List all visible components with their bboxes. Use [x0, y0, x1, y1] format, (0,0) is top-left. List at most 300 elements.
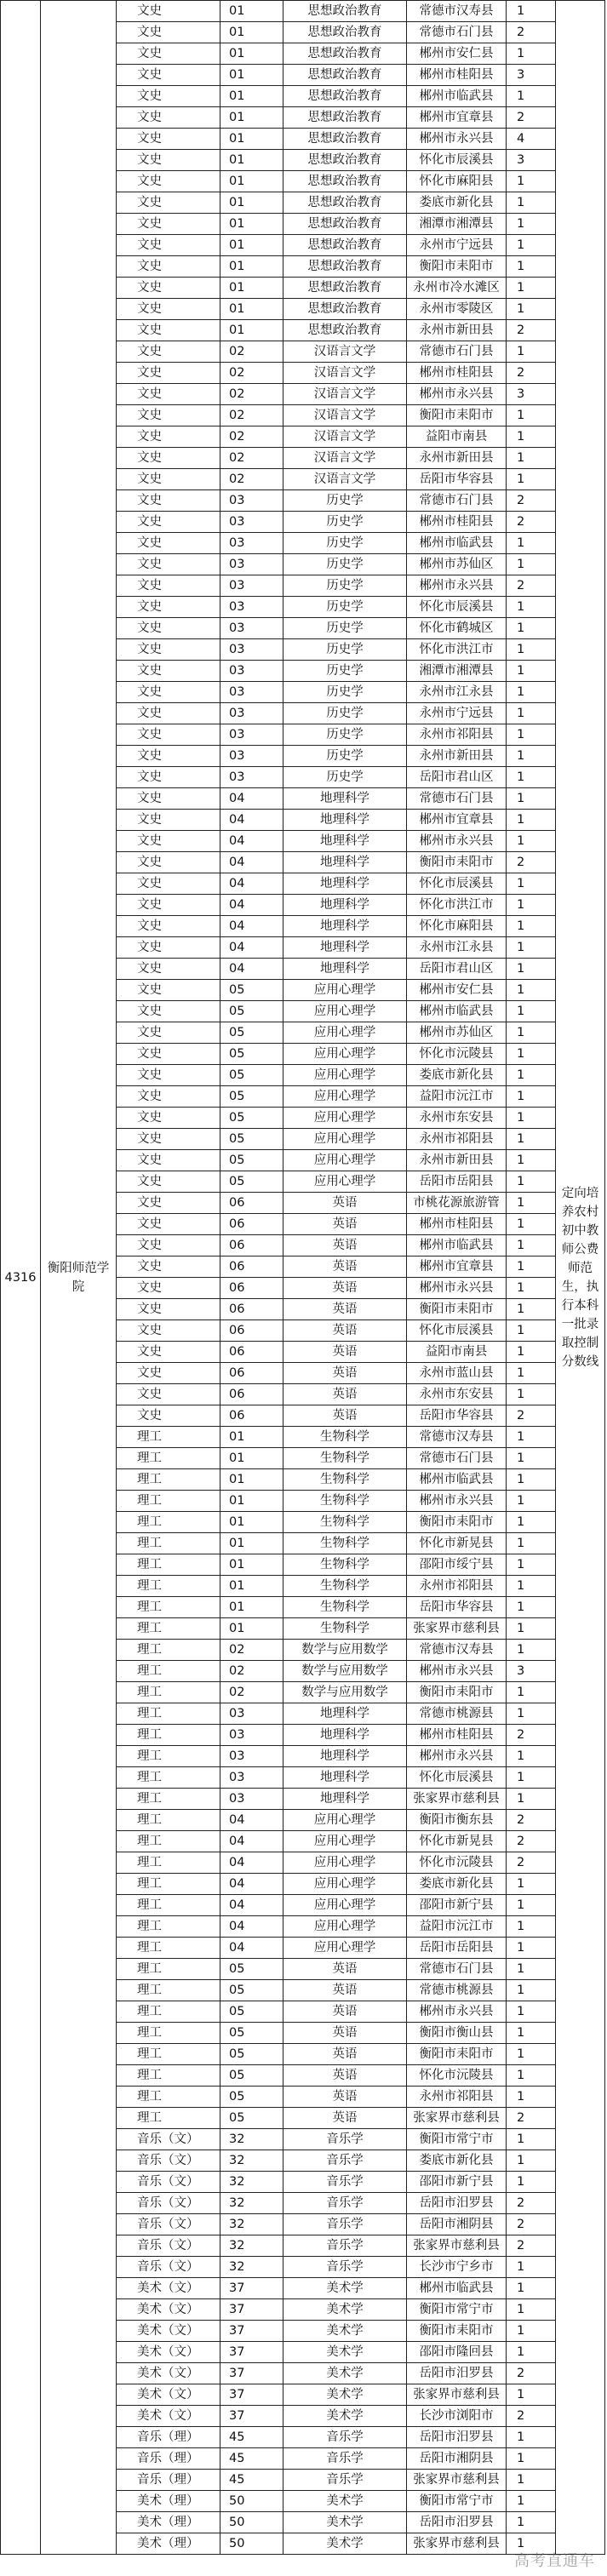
group-code-cell: 02: [220, 384, 283, 405]
group-code-cell: 45: [220, 2470, 283, 2491]
region-cell: 衡阳市耒阳市: [407, 2321, 507, 2342]
major-cell: 思想政治教育: [283, 43, 407, 65]
major-cell: 英语: [283, 1278, 407, 1299]
region-cell: 郴州市宜章县: [407, 1257, 507, 1278]
major-cell: 历史学: [283, 767, 407, 788]
quota-cell: 1: [507, 1022, 556, 1044]
group-code-cell: 06: [220, 1278, 283, 1299]
major-cell: 英语: [283, 2023, 407, 2044]
group-code-cell: 02: [220, 1682, 283, 1703]
region-cell: 常德市石门县: [407, 1448, 507, 1469]
quota-cell: 1: [507, 597, 556, 618]
major-cell: 美术学: [283, 2342, 407, 2363]
group-code-cell: 37: [220, 2406, 283, 2427]
major-cell: 汉语言文学: [283, 469, 407, 490]
category-cell: 文史: [117, 22, 220, 43]
category-cell: 理工: [117, 1746, 220, 1767]
group-code-cell: 02: [220, 1661, 283, 1682]
quota-cell: 2: [507, 575, 556, 597]
group-code-cell: 01: [220, 214, 283, 235]
group-code-cell: 01: [220, 1, 283, 22]
category-cell: 文史: [117, 1129, 220, 1150]
category-cell: 文史: [117, 1342, 220, 1363]
region-cell: 益阳市沅江市: [407, 1916, 507, 1938]
quota-cell: 1: [507, 2384, 556, 2406]
category-cell: 文史: [117, 980, 220, 1001]
group-code-cell: 01: [220, 86, 283, 107]
major-cell: 英语: [283, 1405, 407, 1427]
group-code-cell: 04: [220, 959, 283, 980]
table-row: [1, 1, 605, 22]
major-cell: 生物科学: [283, 1576, 407, 1597]
category-cell: 音乐（理）: [117, 2470, 220, 2491]
region-cell: 怀化市洪江市: [407, 639, 507, 661]
group-code-cell: 04: [220, 810, 283, 831]
category-cell: 文史: [117, 661, 220, 682]
quota-cell: 1: [507, 661, 556, 682]
quota-cell: 1: [507, 1171, 556, 1193]
region-cell: 岳阳市湘阴县: [407, 2448, 507, 2470]
category-cell: 美术（文）: [117, 2278, 220, 2299]
quota-cell: 1: [507, 1299, 556, 1320]
group-code-cell: 37: [220, 2342, 283, 2363]
major-cell: 英语: [283, 2065, 407, 2087]
group-code-cell: 02: [220, 448, 283, 469]
category-cell: 理工: [117, 1810, 220, 1831]
major-cell: 美术学: [283, 2491, 407, 2512]
region-cell: 市桃花源旅游管: [407, 1193, 507, 1214]
group-code-cell: 03: [220, 661, 283, 682]
category-cell: 美术（文）: [117, 2342, 220, 2363]
category-cell: 理工: [117, 1789, 220, 1810]
group-code-cell: 02: [220, 1640, 283, 1661]
category-cell: 文史: [117, 639, 220, 661]
quota-cell: 1: [507, 916, 556, 937]
major-cell: 应用心理学: [283, 1895, 407, 1916]
group-code-cell: 06: [220, 1320, 283, 1342]
group-code-cell: 04: [220, 937, 283, 959]
major-cell: 美术学: [283, 2321, 407, 2342]
major-cell: 历史学: [283, 575, 407, 597]
watermark: 高考直通车: [514, 2552, 595, 2570]
quota-cell: 1: [507, 214, 556, 235]
region-cell: 永州市祁阳县: [407, 2087, 507, 2108]
major-cell: 生物科学: [283, 1448, 407, 1469]
group-code-cell: 01: [220, 171, 283, 192]
category-cell: 理工: [117, 1703, 220, 1725]
group-code-cell: 01: [220, 1597, 283, 1618]
major-cell: 英语: [283, 2108, 407, 2129]
group-code-cell: 04: [220, 1938, 283, 1959]
region-cell: 娄底市新化县: [407, 192, 507, 214]
region-cell: 郴州市安仁县: [407, 43, 507, 65]
quota-cell: 1: [507, 426, 556, 448]
major-cell: 地理科学: [283, 1725, 407, 1746]
major-cell: 思想政治教育: [283, 299, 407, 320]
category-cell: 文史: [117, 426, 220, 448]
group-code-cell: 05: [220, 2023, 283, 2044]
quota-cell: 1: [507, 2299, 556, 2321]
group-code-cell: 04: [220, 831, 283, 852]
region-cell: 永州市新田县: [407, 746, 507, 767]
quota-cell: 2: [507, 22, 556, 43]
region-cell: 邵阳市隆回县: [407, 2342, 507, 2363]
category-cell: 音乐（理）: [117, 2448, 220, 2470]
quota-cell: 1: [507, 1363, 556, 1384]
group-code-cell: 03: [220, 618, 283, 639]
major-cell: 思想政治教育: [283, 150, 407, 171]
group-code-cell: 03: [220, 1767, 283, 1789]
category-cell: 文史: [117, 107, 220, 129]
region-cell: 常德市石门县: [407, 1959, 507, 1980]
major-cell: 应用心理学: [283, 1001, 407, 1022]
region-cell: 邵阳市新宁县: [407, 2172, 507, 2193]
quota-cell: 1: [507, 959, 556, 980]
region-cell: 永州市新田县: [407, 320, 507, 341]
quota-cell: 2: [507, 2214, 556, 2235]
region-cell: 郴州市桂阳县: [407, 363, 507, 384]
major-cell: 应用心理学: [283, 1916, 407, 1938]
region-cell: 张家界市慈利县: [407, 2235, 507, 2257]
group-code-cell: 03: [220, 1703, 283, 1725]
category-cell: 美术（文）: [117, 2299, 220, 2321]
major-cell: 音乐学: [283, 2193, 407, 2214]
category-cell: 文史: [117, 150, 220, 171]
major-cell: 音乐学: [283, 2172, 407, 2193]
category-cell: 理工: [117, 1512, 220, 1533]
region-cell: 永州市东安县: [407, 1108, 507, 1129]
category-cell: 文史: [117, 895, 220, 916]
category-cell: 理工: [117, 1661, 220, 1682]
quota-cell: 1: [507, 1640, 556, 1661]
category-cell: 文史: [117, 1278, 220, 1299]
major-cell: 应用心理学: [283, 1874, 407, 1895]
region-cell: 岳阳市岳阳县: [407, 1938, 507, 1959]
major-cell: 生物科学: [283, 1491, 407, 1512]
region-cell: 常德市桃源县: [407, 1980, 507, 2001]
group-code-cell: 37: [220, 2384, 283, 2406]
major-cell: 英语: [283, 1980, 407, 2001]
region-cell: 岳阳市岳阳县: [407, 1171, 507, 1193]
category-cell: 文史: [117, 1108, 220, 1129]
region-cell: 衡阳市耒阳市: [407, 1682, 507, 1703]
region-cell: 永州市宁远县: [407, 703, 507, 724]
region-cell: 郴州市临武县: [407, 86, 507, 107]
group-code-cell: 04: [220, 1895, 283, 1916]
group-code-cell: 01: [220, 256, 283, 278]
category-cell: 理工: [117, 1640, 220, 1661]
category-cell: 文史: [117, 1405, 220, 1427]
category-cell: 理工: [117, 1725, 220, 1746]
group-code-cell: 05: [220, 1959, 283, 1980]
category-cell: 文史: [117, 1150, 220, 1171]
major-cell: 英语: [283, 2087, 407, 2108]
category-cell: 美术（文）: [117, 2406, 220, 2427]
quota-cell: 1: [507, 873, 556, 895]
quota-cell: 2: [507, 1831, 556, 1852]
region-cell: 湘潭市湘潭县: [407, 661, 507, 682]
category-cell: 理工: [117, 1554, 220, 1576]
quota-cell: 1: [507, 1193, 556, 1214]
category-cell: 文史: [117, 1299, 220, 1320]
major-cell: 应用心理学: [283, 980, 407, 1001]
category-cell: 文史: [117, 575, 220, 597]
region-cell: 郴州市桂阳县: [407, 1725, 507, 1746]
group-code-cell: 32: [220, 2257, 283, 2278]
group-code-cell: 03: [220, 1789, 283, 1810]
category-cell: 理工: [117, 2108, 220, 2129]
category-cell: 音乐（文）: [117, 2193, 220, 2214]
group-code-cell: 06: [220, 1384, 283, 1405]
group-code-cell: 01: [220, 192, 283, 214]
quota-cell: 2: [507, 2406, 556, 2427]
group-code-cell: 01: [220, 1427, 283, 1448]
major-cell: 应用心理学: [283, 1129, 407, 1150]
major-cell: 英语: [283, 1342, 407, 1363]
major-cell: 美术学: [283, 2384, 407, 2406]
group-code-cell: 05: [220, 1001, 283, 1022]
category-cell: 文史: [117, 129, 220, 150]
region-cell: 怀化市辰溪县: [407, 597, 507, 618]
quota-cell: 1: [507, 895, 556, 916]
group-code-cell: 03: [220, 767, 283, 788]
group-code-cell: 05: [220, 2001, 283, 2023]
quota-cell: 1: [507, 1342, 556, 1363]
group-code-cell: 05: [220, 1150, 283, 1171]
quota-cell: 1: [507, 1235, 556, 1257]
quota-cell: 1: [507, 1001, 556, 1022]
quota-cell: 3: [507, 384, 556, 405]
group-code-cell: 06: [220, 1342, 283, 1363]
region-cell: 湘潭市湘潭县: [407, 214, 507, 235]
quota-cell: 1: [507, 1427, 556, 1448]
region-cell: 岳阳市汨罗县: [407, 2512, 507, 2533]
major-cell: 生物科学: [283, 1427, 407, 1448]
major-cell: 历史学: [283, 490, 407, 512]
category-cell: 文史: [117, 746, 220, 767]
major-cell: 汉语言文学: [283, 341, 407, 363]
category-cell: 文史: [117, 384, 220, 405]
quota-cell: 2: [507, 1405, 556, 1427]
major-cell: 生物科学: [283, 1469, 407, 1491]
quota-cell: 1: [507, 2087, 556, 2108]
region-cell: 郴州市永兴县: [407, 1278, 507, 1299]
quota-cell: 1: [507, 682, 556, 703]
category-cell: 音乐（文）: [117, 2235, 220, 2257]
category-cell: 文史: [117, 192, 220, 214]
category-cell: 文史: [117, 469, 220, 490]
category-cell: 理工: [117, 1980, 220, 2001]
group-code-cell: 32: [220, 2172, 283, 2193]
quota-cell: 1: [507, 1767, 556, 1789]
category-cell: 音乐（文）: [117, 2172, 220, 2193]
group-code-cell: 37: [220, 2363, 283, 2384]
group-code-cell: 01: [220, 1469, 283, 1491]
quota-cell: 1: [507, 618, 556, 639]
region-cell: 郴州市永兴县: [407, 1491, 507, 1512]
region-cell: 常德市汉寿县: [407, 1427, 507, 1448]
group-code-cell: 32: [220, 2193, 283, 2214]
region-cell: 郴州市永兴县: [407, 575, 507, 597]
category-cell: 文史: [117, 959, 220, 980]
major-cell: 音乐学: [283, 2427, 407, 2448]
quota-cell: 1: [507, 1448, 556, 1469]
group-code-cell: 01: [220, 22, 283, 43]
quota-cell: 2: [507, 2193, 556, 2214]
quota-cell: 1: [507, 1959, 556, 1980]
region-cell: 衡阳市耒阳市: [407, 1299, 507, 1320]
major-cell: 美术学: [283, 2533, 407, 2555]
major-cell: 生物科学: [283, 1618, 407, 1640]
quota-cell: 1: [507, 448, 556, 469]
major-cell: 地理科学: [283, 1767, 407, 1789]
group-code-cell: 03: [220, 746, 283, 767]
region-cell: 长沙市浏阳市: [407, 2406, 507, 2427]
major-cell: 应用心理学: [283, 1831, 407, 1852]
quota-cell: 1: [507, 767, 556, 788]
category-cell: 理工: [117, 1597, 220, 1618]
region-cell: 常德市石门县: [407, 22, 507, 43]
group-code-cell: 05: [220, 1980, 283, 2001]
quota-cell: 1: [507, 1938, 556, 1959]
category-cell: 理工: [117, 1959, 220, 1980]
major-cell: 思想政治教育: [283, 22, 407, 43]
category-cell: 理工: [117, 1533, 220, 1554]
quota-cell: 1: [507, 746, 556, 767]
major-cell: 地理科学: [283, 1789, 407, 1810]
major-cell: 英语: [283, 1363, 407, 1384]
major-cell: 地理科学: [283, 1746, 407, 1767]
quota-cell: 1: [507, 1257, 556, 1278]
region-cell: 怀化市沅陵县: [407, 2065, 507, 2087]
region-cell: 张家界市慈利县: [407, 1618, 507, 1640]
group-code-cell: 05: [220, 2065, 283, 2087]
major-cell: 英语: [283, 1257, 407, 1278]
category-cell: 理工: [117, 1831, 220, 1852]
group-code-cell: 02: [220, 341, 283, 363]
region-cell: 张家界市慈利县: [407, 2384, 507, 2406]
major-cell: 应用心理学: [283, 1810, 407, 1831]
category-cell: 文史: [117, 1214, 220, 1235]
major-cell: 历史学: [283, 512, 407, 533]
quota-cell: 2: [507, 2235, 556, 2257]
category-cell: 文史: [117, 1384, 220, 1405]
region-cell: 郴州市临武县: [407, 2278, 507, 2299]
category-cell: 文史: [117, 703, 220, 724]
group-code-cell: 50: [220, 2512, 283, 2533]
major-cell: 思想政治教育: [283, 320, 407, 341]
category-cell: 音乐（文）: [117, 2129, 220, 2150]
quota-cell: 1: [507, 2512, 556, 2533]
category-cell: 文史: [117, 299, 220, 320]
group-code-cell: 01: [220, 1491, 283, 1512]
category-cell: 文史: [117, 916, 220, 937]
region-cell: 永州市祁阳县: [407, 1576, 507, 1597]
region-cell: 常德市汉寿县: [407, 1, 507, 22]
category-cell: 文史: [117, 43, 220, 65]
quota-cell: 1: [507, 2129, 556, 2150]
group-code-cell: 01: [220, 1512, 283, 1533]
major-cell: 生物科学: [283, 1554, 407, 1576]
major-cell: 英语: [283, 2001, 407, 2023]
group-code-cell: 01: [220, 107, 283, 129]
category-cell: 文史: [117, 405, 220, 426]
group-code-cell: 04: [220, 895, 283, 916]
quota-cell: 1: [507, 2342, 556, 2363]
quota-cell: 1: [507, 86, 556, 107]
quota-cell: 1: [507, 1895, 556, 1916]
region-cell: 怀化市麻阳县: [407, 916, 507, 937]
region-cell: 岳阳市华容县: [407, 1405, 507, 1427]
category-cell: 文史: [117, 448, 220, 469]
category-cell: 理工: [117, 1938, 220, 1959]
group-code-cell: 01: [220, 299, 283, 320]
quota-cell: 1: [507, 1320, 556, 1342]
quota-cell: 1: [507, 256, 556, 278]
remark-cell: 定向培养农村初中教师公费师范生，执行本科一批录取控制分数线: [556, 1, 605, 2555]
region-cell: 怀化市新晃县: [407, 1533, 507, 1554]
category-cell: 美术（文）: [117, 2321, 220, 2342]
region-cell: 郴州市桂阳县: [407, 65, 507, 86]
quota-cell: 1: [507, 405, 556, 426]
quota-cell: 1: [507, 810, 556, 831]
quota-cell: 1: [507, 1554, 556, 1576]
quota-cell: 1: [507, 1916, 556, 1938]
region-cell: 永州市蓝山县: [407, 1363, 507, 1384]
major-cell: 应用心理学: [283, 1938, 407, 1959]
quota-cell: 1: [507, 1108, 556, 1129]
category-cell: 文史: [117, 278, 220, 299]
major-cell: 生物科学: [283, 1597, 407, 1618]
category-cell: 文史: [117, 724, 220, 746]
group-code-cell: 04: [220, 1852, 283, 1874]
category-cell: 理工: [117, 1576, 220, 1597]
major-cell: 地理科学: [283, 873, 407, 895]
category-cell: 理工: [117, 1895, 220, 1916]
major-cell: 应用心理学: [283, 1852, 407, 1874]
group-code-cell: 03: [220, 703, 283, 724]
group-code-cell: 05: [220, 980, 283, 1001]
quota-cell: 2: [507, 2363, 556, 2384]
region-cell: 怀化市洪江市: [407, 895, 507, 916]
major-cell: 数学与应用数学: [283, 1682, 407, 1703]
group-code-cell: 32: [220, 2214, 283, 2235]
major-cell: 英语: [283, 2044, 407, 2065]
major-cell: 美术学: [283, 2512, 407, 2533]
quota-cell: 1: [507, 703, 556, 724]
category-cell: 文史: [117, 1044, 220, 1065]
group-code-cell: 03: [220, 554, 283, 575]
region-cell: 郴州市永兴县: [407, 831, 507, 852]
major-cell: 历史学: [283, 554, 407, 575]
category-cell: 文史: [117, 341, 220, 363]
category-cell: 文史: [117, 597, 220, 618]
region-cell: 岳阳市华容县: [407, 469, 507, 490]
region-cell: 怀化市沅陵县: [407, 1852, 507, 1874]
quota-cell: 1: [507, 299, 556, 320]
group-code-cell: 32: [220, 2129, 283, 2150]
group-code-cell: 05: [220, 1129, 283, 1150]
category-cell: 文史: [117, 320, 220, 341]
quota-cell: 1: [507, 1874, 556, 1895]
region-cell: 衡阳市常宁市: [407, 2129, 507, 2150]
quota-cell: 1: [507, 1044, 556, 1065]
group-code-cell: 37: [220, 2321, 283, 2342]
category-cell: 文史: [117, 490, 220, 512]
quota-cell: 1: [507, 2065, 556, 2087]
group-code-cell: 03: [220, 512, 283, 533]
group-code-cell: 02: [220, 426, 283, 448]
